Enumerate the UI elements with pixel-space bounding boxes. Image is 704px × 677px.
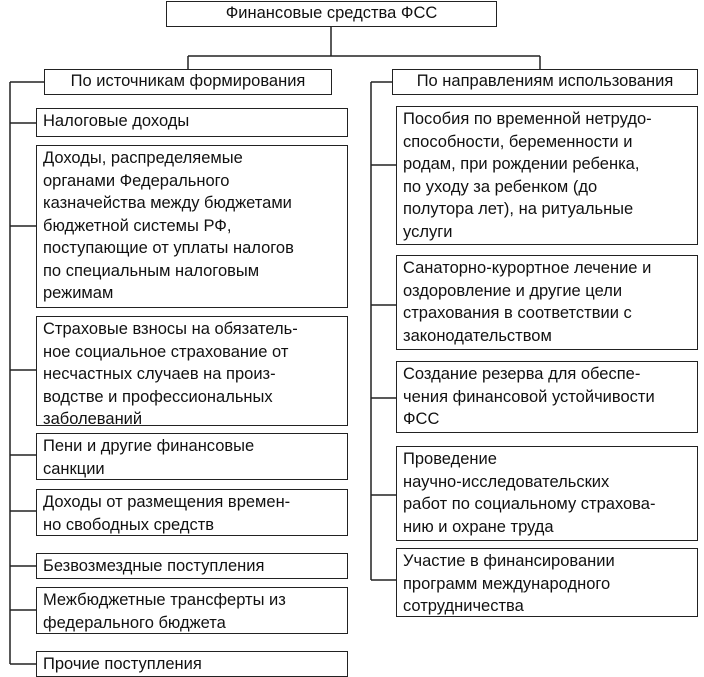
source-item-gratuitous-receipts: Безвозмездные поступления bbox=[36, 553, 348, 579]
source-item-placement-income: Доходы от размещения времен- но свободных средств bbox=[36, 489, 348, 536]
source-item-tax-revenue: Налоговые доходы bbox=[36, 108, 348, 137]
source-item-insurance-contributions: Страховые взносы на обязатель- ное социальное страхование от несчастных случаев на произ- водстве и профессиональных заболеваний bbox=[36, 316, 348, 426]
usage-item-reserve: Создание резерва для обеспе- чения финансовой устойчивости ФСС bbox=[396, 361, 698, 433]
usage-item-benefits: Пособия по временной нетрудо- способности, беременности и родам, при рождении ребенка, по уходу за ребенком (до полутора лет), на ритуальные услуги bbox=[396, 106, 698, 245]
source-item-treasury-distributed: Доходы, распределяемые органами Федерального казначейства между бюджетами бюджетной системы РФ, поступающие от уплаты налогов по специальным налоговым режимам bbox=[36, 145, 348, 308]
root-title: Финансовые средства ФСС bbox=[225, 4, 438, 22]
left-header: По источникам формирования bbox=[70, 72, 306, 90]
usage-item-research: Проведение научно-исследовательских работ по социальному страхова- нию и охране труда bbox=[396, 446, 698, 541]
source-item-other-receipts: Прочие поступления bbox=[36, 651, 348, 677]
root-title-box bbox=[166, 1, 497, 27]
right-header-box bbox=[392, 69, 698, 95]
source-item-penalties: Пени и другие финансовые санкции bbox=[36, 433, 348, 480]
usage-item-sanatorium: Санаторно-курортное лечение и оздоровление и другие цели страхования в соответствии с законодательством bbox=[396, 255, 698, 350]
left-header-box bbox=[44, 69, 332, 95]
usage-item-international: Участие в финансировании программ международного сотрудничества bbox=[396, 548, 698, 617]
right-header: По направлениям использования bbox=[416, 72, 674, 90]
source-item-interbudget-transfers: Межбюджетные трансферты из федерального бюджета bbox=[36, 587, 348, 634]
